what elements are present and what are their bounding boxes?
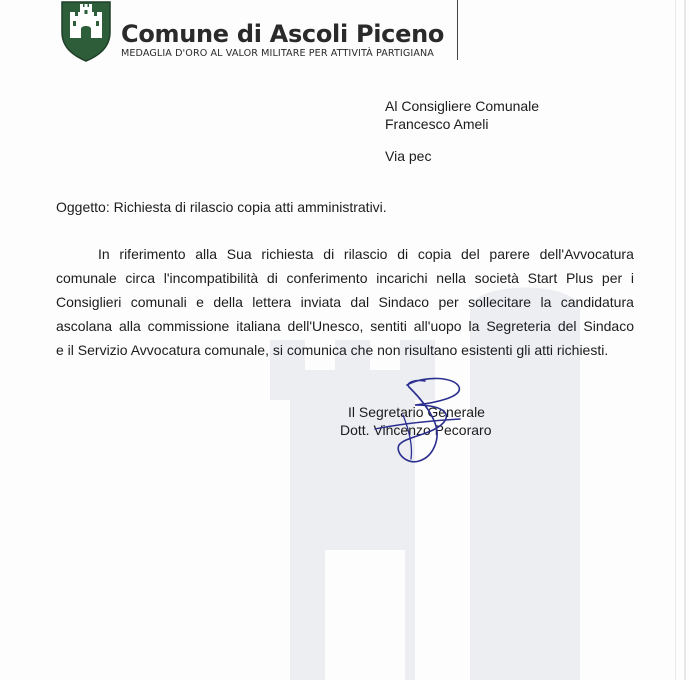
body-word: di	[323, 246, 335, 262]
body-word: alla	[118, 318, 141, 334]
body-word: incarichi	[376, 270, 428, 286]
body-word: nella	[436, 270, 466, 286]
scan-edge-inner	[675, 0, 676, 680]
body-word: In	[98, 246, 110, 262]
body-paragraph	[56, 242, 634, 362]
body-word: Segreteria	[486, 318, 551, 334]
body-word: richiesta	[261, 246, 314, 262]
body-word: dal	[350, 294, 370, 310]
body-word: Sindaco	[378, 294, 430, 310]
delivery-method: Via pec	[385, 148, 432, 164]
body-word: ascolana	[56, 318, 113, 334]
scan-edge	[684, 0, 686, 680]
body-line	[56, 266, 634, 290]
body-word: Plus	[565, 270, 594, 286]
subject-line: Oggetto: Richiesta di rilascio copia atti amministrativi.	[56, 199, 387, 215]
body-word: del	[461, 246, 480, 262]
body-word: Sindaco	[583, 318, 634, 334]
body-word: del	[557, 318, 577, 334]
body-word: Consiglieri	[56, 294, 122, 310]
body-line	[56, 242, 634, 266]
body-word: commissione	[147, 318, 230, 334]
body-line	[56, 338, 634, 362]
ascoli-castle-shield-icon	[60, 0, 112, 62]
body-word: candidatura	[560, 294, 634, 310]
recipient-title: Al Consigliere Comunale	[385, 98, 540, 114]
body-word: sentiti	[370, 318, 407, 334]
header-divider	[457, 0, 458, 60]
body-word: italiana	[236, 318, 281, 334]
signatory-role: Il Segretario Generale	[348, 404, 485, 420]
body-word: circa	[125, 270, 155, 286]
body-word: inviata	[300, 294, 342, 310]
body-word: di	[397, 246, 409, 262]
body-word: e	[196, 294, 204, 310]
body-word: dell'Unesco,	[287, 318, 364, 334]
body-word: parere	[489, 246, 530, 262]
body-word: Start	[527, 270, 558, 286]
header-subtitle: MEDAGLIA D'ORO AL VALOR MILITARE PER ATTIVITÀ PARTIGIANA	[121, 48, 434, 59]
header-title: Comune di Ascoli Piceno	[121, 20, 445, 48]
body-word: Sua	[226, 246, 252, 262]
body-word: comunali	[130, 294, 187, 310]
body-line	[56, 290, 634, 314]
signatory-name: Dott. Vincenzo Pecoraro	[340, 422, 492, 438]
body-word: la	[540, 294, 552, 310]
body-word: alla	[195, 246, 218, 262]
body-word: riferimento	[119, 246, 186, 262]
body-word: all'uopo	[413, 318, 462, 334]
body-word: lettera	[252, 294, 292, 310]
body-line	[56, 314, 634, 338]
body-word: copia	[417, 246, 452, 262]
body-word: rilascio	[343, 246, 388, 262]
body-word: sollecitare	[468, 294, 532, 310]
body-text: e il Servizio Avvocatura comunale, si comunica che non risultano esistenti gli atti richiesti.	[56, 342, 609, 358]
body-word: dell'Avvocatura	[539, 246, 634, 262]
body-word: per	[438, 294, 459, 310]
body-word: conferimento	[286, 270, 368, 286]
body-word: i	[630, 270, 634, 286]
body-word: per	[601, 270, 623, 286]
recipient-name: Francesco Ameli	[385, 116, 489, 132]
body-word: la	[468, 318, 480, 334]
body-word: di	[266, 270, 278, 286]
handwritten-signature-icon	[355, 375, 475, 470]
body-word: l'incompatibilità	[163, 270, 259, 286]
body-word: comunale	[56, 270, 117, 286]
body-word: della	[213, 294, 243, 310]
body-word: società	[474, 270, 519, 286]
